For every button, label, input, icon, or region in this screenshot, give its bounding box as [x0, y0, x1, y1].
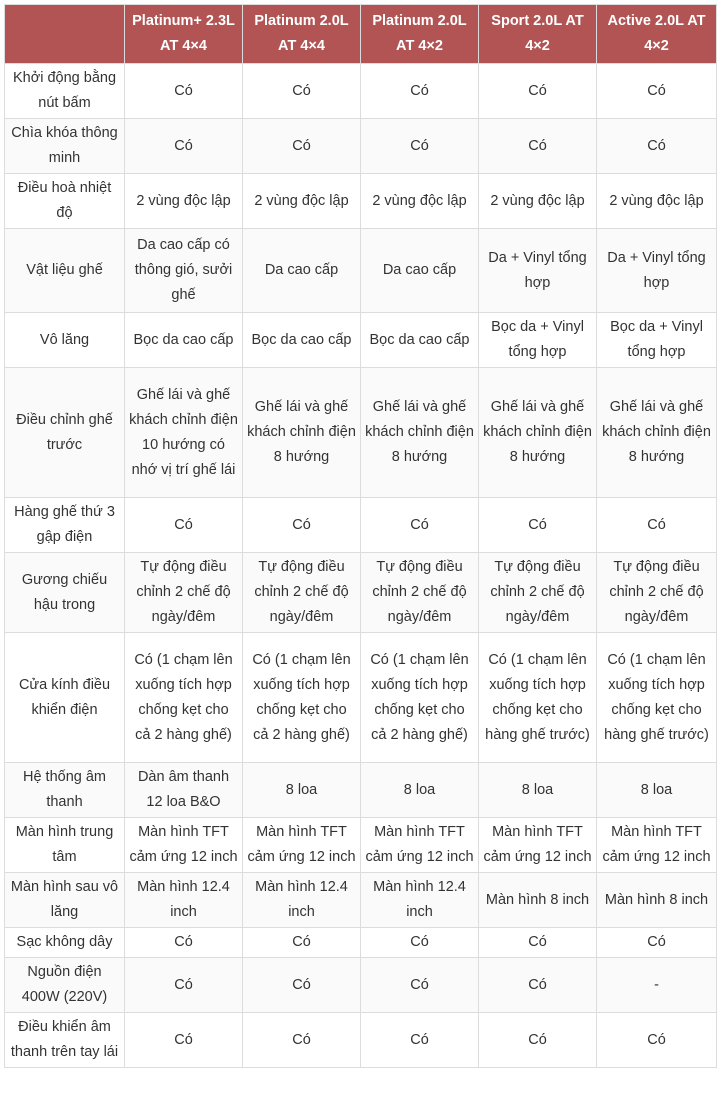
- feature-label: Hàng ghế thứ 3 gập điện: [5, 498, 125, 553]
- spec-cell: Ghế lái và ghế khách chỉnh điện 8 hướng: [479, 368, 597, 498]
- spec-cell: Có: [361, 928, 479, 958]
- spec-cell: Dàn âm thanh 12 loa B&O: [125, 763, 243, 818]
- spec-cell: Có: [479, 928, 597, 958]
- spec-cell: Có: [125, 958, 243, 1013]
- spec-cell: Da + Vinyl tổng hợp: [597, 229, 717, 313]
- feature-label: Vật liệu ghế: [5, 229, 125, 313]
- spec-cell: Bọc da cao cấp: [361, 313, 479, 368]
- spec-cell: 2 vùng độc lập: [361, 174, 479, 229]
- spec-cell: 8 loa: [597, 763, 717, 818]
- spec-table: [4, 4, 717, 1068]
- feature-label: Gương chiếu hậu trong: [5, 553, 125, 633]
- feature-label: Chìa khóa thông minh: [5, 119, 125, 174]
- spec-cell: Có (1 chạm lên xuống tích hợp chống kẹt cho cả 2 hàng ghế): [243, 633, 361, 763]
- table-row: [5, 763, 717, 818]
- spec-cell: Màn hình TFT cảm ứng 12 inch: [243, 818, 361, 873]
- spec-cell: Da cao cấp: [243, 229, 361, 313]
- feature-label: Điều khiển âm thanh trên tay lái: [5, 1013, 125, 1068]
- table-header: [5, 5, 717, 64]
- feature-label: Cửa kính điều khiển điện: [5, 633, 125, 763]
- table-row: [5, 1013, 717, 1068]
- spec-cell: Màn hình TFT cảm ứng 12 inch: [479, 818, 597, 873]
- table-row: [5, 498, 717, 553]
- spec-cell: Có: [597, 928, 717, 958]
- spec-cell: Có (1 chạm lên xuống tích hợp chống kẹt cho hàng ghế trước): [597, 633, 717, 763]
- table-row: [5, 229, 717, 313]
- header-row: [5, 5, 717, 64]
- table-row: [5, 873, 717, 928]
- spec-cell: Tự động điều chỉnh 2 chế độ ngày/đêm: [125, 553, 243, 633]
- spec-cell: Bọc da + Vinyl tổng hợp: [479, 313, 597, 368]
- spec-cell: Có: [597, 1013, 717, 1068]
- column-header: Platinum+ 2.3L AT 4×4: [125, 5, 243, 64]
- spec-cell: Màn hình 12.4 inch: [125, 873, 243, 928]
- column-header: Platinum 2.0L AT 4×2: [361, 5, 479, 64]
- spec-cell: Bọc da cao cấp: [243, 313, 361, 368]
- feature-label: Nguồn điện 400W (220V): [5, 958, 125, 1013]
- feature-label: Hệ thống âm thanh: [5, 763, 125, 818]
- table-row: [5, 174, 717, 229]
- spec-cell: Da + Vinyl tổng hợp: [479, 229, 597, 313]
- feature-label: Khởi động bằng nút bấm: [5, 64, 125, 119]
- spec-cell: Có: [479, 1013, 597, 1068]
- spec-cell: Ghế lái và ghế khách chỉnh điện 8 hướng: [361, 368, 479, 498]
- table-row: [5, 119, 717, 174]
- spec-cell: Có: [479, 498, 597, 553]
- spec-cell: Có (1 chạm lên xuống tích hợp chống kẹt cho cả 2 hàng ghế): [361, 633, 479, 763]
- spec-cell: Có: [597, 119, 717, 174]
- header-corner-cell: [5, 5, 125, 64]
- spec-cell: Có (1 chạm lên xuống tích hợp chống kẹt cho cả 2 hàng ghế): [125, 633, 243, 763]
- spec-cell: 2 vùng độc lập: [479, 174, 597, 229]
- spec-cell: Có: [125, 119, 243, 174]
- spec-cell: -: [597, 958, 717, 1013]
- spec-cell: Màn hình 8 inch: [597, 873, 717, 928]
- table-row: [5, 64, 717, 119]
- spec-cell: Có: [361, 498, 479, 553]
- table-row: [5, 313, 717, 368]
- spec-cell: Bọc da cao cấp: [125, 313, 243, 368]
- table-row: [5, 553, 717, 633]
- spec-cell: Ghế lái và ghế khách chỉnh điện 10 hướng có nhớ vị trí ghế lái: [125, 368, 243, 498]
- feature-label: Sạc không dây: [5, 928, 125, 958]
- spec-cell: Màn hình TFT cảm ứng 12 inch: [361, 818, 479, 873]
- table-row: [5, 368, 717, 498]
- feature-label: Điều hoà nhiệt độ: [5, 174, 125, 229]
- spec-cell: 2 vùng độc lập: [125, 174, 243, 229]
- spec-cell: Có: [125, 928, 243, 958]
- spec-cell: Tự động điều chỉnh 2 chế độ ngày/đêm: [243, 553, 361, 633]
- spec-cell: Có: [243, 928, 361, 958]
- spec-cell: Tự động điều chỉnh 2 chế độ ngày/đêm: [479, 553, 597, 633]
- spec-cell: Da cao cấp: [361, 229, 479, 313]
- spec-cell: Có: [243, 1013, 361, 1068]
- spec-cell: Có: [125, 498, 243, 553]
- spec-cell: 8 loa: [361, 763, 479, 818]
- spec-cell: 8 loa: [479, 763, 597, 818]
- spec-cell: Tự động điều chỉnh 2 chế độ ngày/đêm: [597, 553, 717, 633]
- spec-cell: Bọc da + Vinyl tổng hợp: [597, 313, 717, 368]
- spec-cell: Có: [243, 64, 361, 119]
- spec-cell: Có: [361, 64, 479, 119]
- spec-cell: Có: [361, 119, 479, 174]
- spec-cell: Có: [361, 1013, 479, 1068]
- spec-cell: Màn hình TFT cảm ứng 12 inch: [597, 818, 717, 873]
- spec-cell: Màn hình 8 inch: [479, 873, 597, 928]
- spec-cell: Có: [125, 64, 243, 119]
- spec-cell: Có: [361, 958, 479, 1013]
- spec-cell: Màn hình TFT cảm ứng 12 inch: [125, 818, 243, 873]
- spec-cell: Da cao cấp có thông gió, sưởi ghế: [125, 229, 243, 313]
- spec-cell: Có: [243, 958, 361, 1013]
- spec-cell: Màn hình 12.4 inch: [361, 873, 479, 928]
- feature-label: Màn hình sau vô lăng: [5, 873, 125, 928]
- table-row: [5, 633, 717, 763]
- table-row: [5, 958, 717, 1013]
- column-header: Platinum 2.0L AT 4×4: [243, 5, 361, 64]
- column-header: Sport 2.0L AT 4×2: [479, 5, 597, 64]
- spec-cell: Có: [597, 498, 717, 553]
- spec-cell: 2 vùng độc lập: [597, 174, 717, 229]
- feature-label: Điều chỉnh ghế trước: [5, 368, 125, 498]
- table-row: [5, 928, 717, 958]
- spec-cell: Có: [243, 498, 361, 553]
- column-header: Active 2.0L AT 4×2: [597, 5, 717, 64]
- spec-cell: 8 loa: [243, 763, 361, 818]
- spec-cell: Ghế lái và ghế khách chỉnh điện 8 hướng: [243, 368, 361, 498]
- spec-cell: Có: [125, 1013, 243, 1068]
- spec-cell: Có: [243, 119, 361, 174]
- feature-label: Màn hình trung tâm: [5, 818, 125, 873]
- table-row: [5, 818, 717, 873]
- spec-cell: 2 vùng độc lập: [243, 174, 361, 229]
- spec-cell: Có: [479, 119, 597, 174]
- table-body: [5, 64, 717, 1068]
- spec-cell: Có (1 chạm lên xuống tích hợp chống kẹt cho hàng ghế trước): [479, 633, 597, 763]
- feature-label: Vô lăng: [5, 313, 125, 368]
- spec-cell: Tự động điều chỉnh 2 chế độ ngày/đêm: [361, 553, 479, 633]
- spec-cell: Màn hình 12.4 inch: [243, 873, 361, 928]
- spec-cell: Có: [597, 64, 717, 119]
- spec-cell: Có: [479, 958, 597, 1013]
- spec-cell: Có: [479, 64, 597, 119]
- spec-cell: Ghế lái và ghế khách chỉnh điện 8 hướng: [597, 368, 717, 498]
